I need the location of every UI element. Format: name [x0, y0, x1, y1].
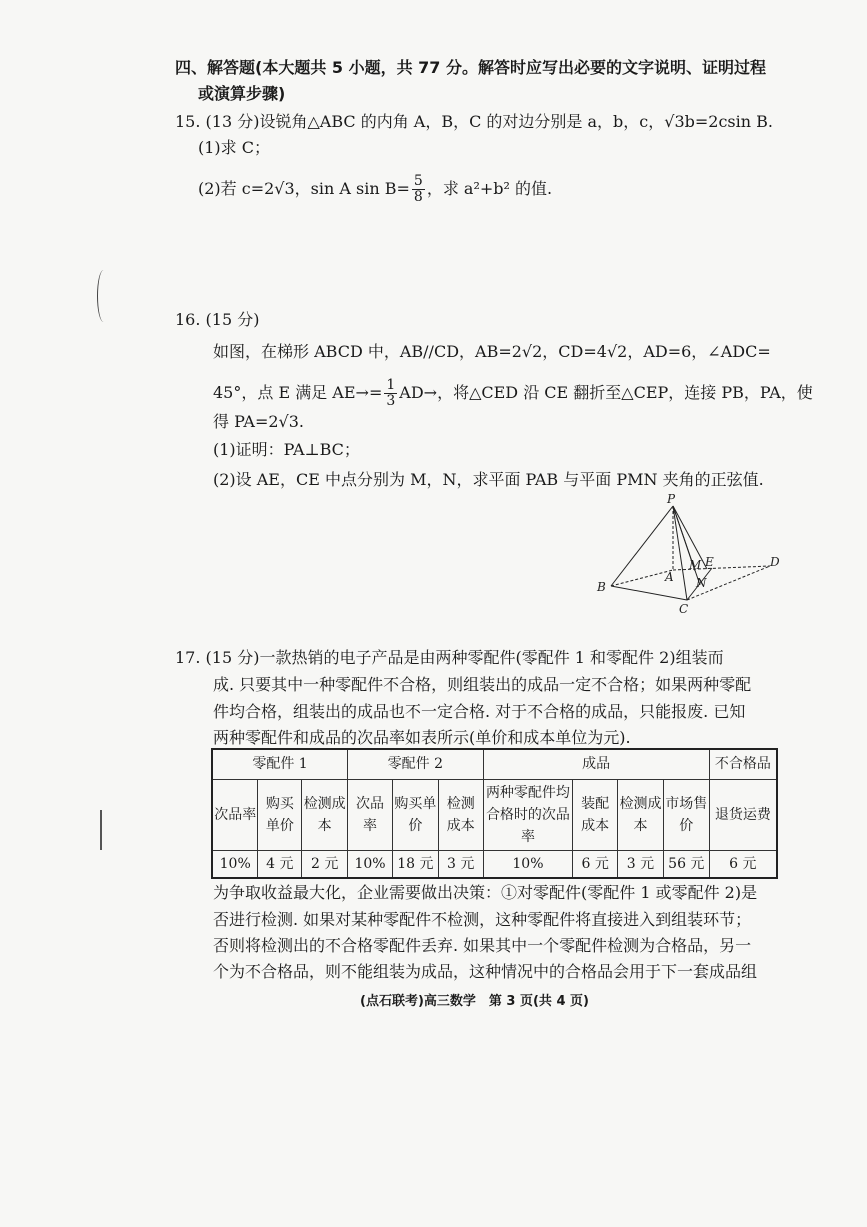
- table-cell: 10%: [483, 850, 573, 878]
- section-heading: 四、解答题(本大题共 5 小题，共 77 分。解答时应写出必要的文字说明、证明过程: [175, 58, 766, 77]
- table-cell: 6 元: [573, 850, 618, 878]
- table-cell: 3 元: [618, 850, 664, 878]
- q16-line3: 得 PA=2√3.: [213, 412, 304, 431]
- column-header: 退货运费: [709, 779, 777, 850]
- column-header: 市场售价: [663, 779, 709, 850]
- table-value-row: [212, 850, 777, 878]
- q16-line2: [213, 378, 813, 409]
- q16-head: 16. (15 分): [175, 310, 260, 329]
- group-header: 成品: [483, 749, 709, 779]
- label-n: N: [696, 576, 707, 590]
- section-heading-cont: 或演算步骤): [198, 84, 286, 103]
- group-header: 零配件 1: [212, 749, 348, 779]
- q17-para1: 为争取收益最大化，企业需要做出决策：①对零配件(零配件 1 或零配件 2)是: [213, 883, 758, 902]
- q17-line1: 17. (15 分)一款热销的电子产品是由两种零配件(零配件 1 和零配件 2)组装而: [175, 648, 724, 667]
- table-cell: 56 元: [663, 850, 709, 878]
- label-e: E: [705, 555, 714, 569]
- numerator: 1: [386, 377, 396, 393]
- defect-rate-table: [211, 748, 778, 879]
- column-header: 次品率: [212, 779, 258, 850]
- q17-line2: 成. 只要其中一种零配件不合格，则组装出的成品一定不合格；如果两种零配: [213, 675, 752, 694]
- denominator: 3: [386, 393, 396, 409]
- label-c: C: [679, 602, 689, 616]
- fraction: [412, 174, 425, 205]
- table-cell: 3 元: [438, 850, 483, 878]
- label-a: A: [665, 570, 674, 584]
- q17-line3: 件均合格，组装出的成品也不一定合格. 对于不合格的成品，只能报废. 已知: [213, 702, 746, 721]
- fraction: [384, 378, 397, 409]
- label-m: M: [689, 558, 702, 572]
- text: 45°，点 E 满足 AE→=: [213, 383, 383, 402]
- column-header: 购买单价: [392, 779, 438, 850]
- label-p: P: [667, 493, 676, 506]
- column-header: 购买单价: [258, 779, 302, 850]
- q16-line1: 如图，在梯形 ABCD 中，AB//CD，AB=2√2，CD=4√2，AD=6，∠ADC=: [213, 342, 771, 361]
- table-group-row: [212, 749, 777, 779]
- column-header: 两种零配件均合格时的次品率: [483, 779, 573, 850]
- table-cell: 10%: [212, 850, 258, 878]
- scan-mark: [97, 270, 110, 322]
- q15-part2: [198, 174, 552, 205]
- scan-mark: [100, 810, 102, 850]
- q17-line4: 两种零配件和成品的次品率如表所示(单价和成本单位为元).: [213, 728, 631, 747]
- q15-stem: 15. (13 分)设锐角△ABC 的内角 A，B，C 的对边分别是 a，b，c，√3b=2csin B.: [175, 112, 773, 131]
- denominator: 8: [413, 189, 423, 205]
- table-cell: 4 元: [258, 850, 302, 878]
- q17-para3: 否则将检测出的不合格零配件丢弃. 如果其中一个零配件检测为合格品，另一: [213, 936, 752, 955]
- q17-para4: 个为不合格品，则不能组装为成品，这种情况中的合格品会用于下一套成品组: [213, 962, 758, 981]
- column-header: 检测成本: [618, 779, 664, 850]
- numerator: 5: [413, 173, 423, 189]
- table-cell: 2 元: [302, 850, 348, 878]
- q17-para2: 否进行检测. 如果对某种零配件不检测，这种零配件将直接进入到组装环节；: [213, 910, 752, 929]
- column-header: 次品率: [348, 779, 393, 850]
- text: (2)若 c=2√3，sin A sin B=: [198, 179, 410, 198]
- table-header-row: [212, 779, 777, 850]
- pyramid-figure: [585, 493, 790, 618]
- page-footer: (点石联考)高三数学 第 3 页(共 4 页): [360, 994, 589, 1009]
- q16-part1: (1)证明：PA⊥BC；: [213, 440, 360, 459]
- column-header: 检测成本: [302, 779, 348, 850]
- column-header: 检测成本: [438, 779, 483, 850]
- label-b: B: [597, 580, 606, 594]
- q15-part1: (1)求 C；: [198, 138, 270, 157]
- table-cell: 18 元: [392, 850, 438, 878]
- q16-part2: (2)设 AE，CE 中点分别为 M，N，求平面 PAB 与平面 PMN 夹角的正弦值.: [213, 470, 764, 489]
- table-cell: 6 元: [709, 850, 777, 878]
- group-header: 零配件 2: [348, 749, 484, 779]
- column-header: 装配成本: [573, 779, 618, 850]
- label-d: D: [770, 555, 780, 569]
- text: AD→，将△CED 沿 CE 翻折至△CEP，连接 PB，PA，使: [399, 383, 813, 402]
- text: ，求 a²+b² 的值.: [426, 179, 553, 198]
- group-header: 不合格品: [709, 749, 777, 779]
- table-cell: 10%: [348, 850, 393, 878]
